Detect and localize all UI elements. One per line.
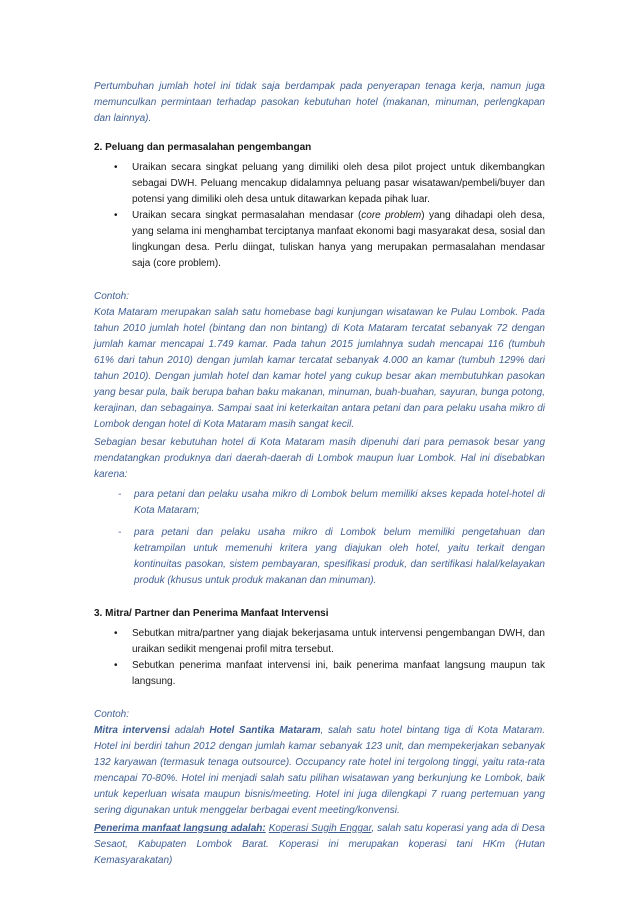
bullet-text: Uraikan secara singkat peluang yang dimiliki oleh desa pilot project untuk dikembangkan sebagai DWH. Peluang mencakup didalamnya peluang pasar wisatawan/pembeli/buyer dan potensi yang dimiliki oleh desa untuk ditawarkan kepada pihak luar.: [132, 162, 545, 205]
bullet-icon: •: [114, 660, 118, 671]
bullet-text-part: ) yang dihadapi oleh desa, yang selama ini menghambat terciptanya manfaat ekonomi bagi masyarakat desa, sosial dan lingkungan desa. Perlu diingat, tuliskan hanya yang merupakan permasalahan mendasar saja (core problem).: [132, 210, 546, 269]
dash-item-text: para petani dan pelaku usaha mikro di Lombok belum memiliki pengetahuan dan ketrampilan untuk memenuhi kritera yang diajukan oleh hotel, yaitu terkait dengan kontinuitas pasokan, sistem pembayaran, spesifikasi produk, dan sertifikasi halal/kelayakan produk (khusus untuk produk makanan dan minuman).: [134, 527, 545, 586]
section-3-bullet-2: [94, 658, 545, 690]
penerima-text: , salah satu koperasi yang ada di Desa Sesaot, Kabupaten Lombok Barat. Koperasi ini merupakan koperasi tani HKm (Hutan Kemasyarakatan): [94, 823, 545, 866]
penerima-koperasi-name: Koperasi Sugih Enggar: [268, 823, 372, 834]
dash-item-text: para petani dan pelaku usaha mikro di Lombok belum memiliki akses kepada hotel-hotel di Kota Mataram;: [134, 489, 545, 516]
section-2-bullet-list: [94, 160, 545, 272]
mitra-paragraph: [94, 723, 545, 819]
dash-item: [94, 525, 545, 589]
bullet-text: Sebutkan mitra/partner yang diajak bekerjasama untuk intervensi pengembangan DWH, dan uraikan sedikit mengenai profil mitra tersebut.: [132, 628, 545, 655]
section-3-bullet-1: [94, 626, 545, 658]
dash-icon: -: [118, 489, 122, 500]
dash-icon: -: [118, 527, 122, 538]
section-2-bullet-1: [94, 160, 545, 208]
section-3-bullet-list: [94, 626, 545, 690]
section-2-example-paragraph-1: Kota Mataram merupakan salah satu homebase bagi kunjungan wisatawan ke Pulau Lombok. Pada tahun 2010 jumlah hotel (bintang dan non bintang) di Kota Mataram tercatat sebanyak 72 dengan jumlah kamar mencapai 1.749 kamar. Pada tahun 2015 jumlahnya sudah mencapai 116 (tumbuh 61% dari tahun 2010) dengan jumlah kamar tercatat sebanyak 4.000 an kamar (tumbuh 129% dari tahun 2010). Dengan jumlah hotel dan kamar hotel yang cukup besar akan membutuhkan pasokan yang besar pula, baik berupa bahan baku makanan, minuman, buah-buahan, sayuran, bunga potong, kerajinan, dan sebagainya. Sampai saat ini keterkaitan antara petani dan para pelaku usaha mikro di Lombok dengan hotel di Kota Mataram masih sangat kecil.: [94, 307, 545, 430]
penerima-paragraph: [94, 821, 545, 869]
bullet-icon: •: [114, 210, 118, 221]
section-3-heading: 3. Mitra/ Partner dan Penerima Manfaat Intervensi: [94, 608, 329, 619]
section-2-dash-list: [94, 487, 545, 589]
mitra-text: , salah satu hotel bintang tiga di Kota Mataram. Hotel ini berdiri tahun 2012 dengan jumlah kamar sebanyak 123 unit, dan mempekerjakan sebanyak 132 karyawan (termasuk tenaga outsource). Occupancy rate hotel ini tergolong tinggi, yaitu rata-rata mencapai 70-80%. Hotel ini menjadi salah satu pilihan wisatawan yang berkunjung ke Lombok, baik untuk keperluan wisata maupun bisnis/meeting. Hotel ini juga dilengkapi 7 ruang pertemuan yang sering digunakan untuk menggelar berbagai event meeting/konvensi.: [94, 725, 545, 816]
dash-item: [94, 487, 545, 519]
section-3-example-label: Contoh:: [94, 709, 130, 720]
core-problem-term: core problem: [361, 210, 422, 221]
penerima-label: Penerima manfaat langsung adalah:: [94, 823, 266, 834]
section-2-example-label: Contoh:: [94, 291, 130, 302]
section-2-heading: 2. Peluang dan permasalahan pengembangan: [94, 142, 312, 153]
intro-paragraph: Pertumbuhan jumlah hotel ini tidak saja berdampak pada penyerapan tenaga kerja, namun juga memunculkan permintaan terhadap pasokan kebutuhan hotel (makanan, minuman, perlengkapan dan lainnya).: [94, 81, 545, 124]
bullet-text-part: Uraikan secara singkat permasalahan mendasar (: [132, 210, 362, 221]
bullet-icon: •: [114, 628, 118, 639]
bullet-text: Sebutkan penerima manfaat intervensi ini, baik penerima manfaat langsung maupun tak langsung.: [132, 660, 545, 687]
mitra-label: Mitra intervensi: [94, 725, 170, 736]
section-2-example-paragraph-2: Sebagian besar kebutuhan hotel di Kota Mataram masih dipenuhi dari para pemasok besar yang mendatangkan produknya dari daerah-daerah di Lombok maupun luar Lombok. Hal ini disebabkan karena:: [94, 437, 545, 480]
mitra-text: adalah: [169, 725, 210, 736]
section-2-bullet-2: [94, 208, 545, 272]
mitra-hotel-name: Hotel Santika Mataram: [209, 725, 321, 736]
bullet-icon: •: [114, 162, 118, 173]
